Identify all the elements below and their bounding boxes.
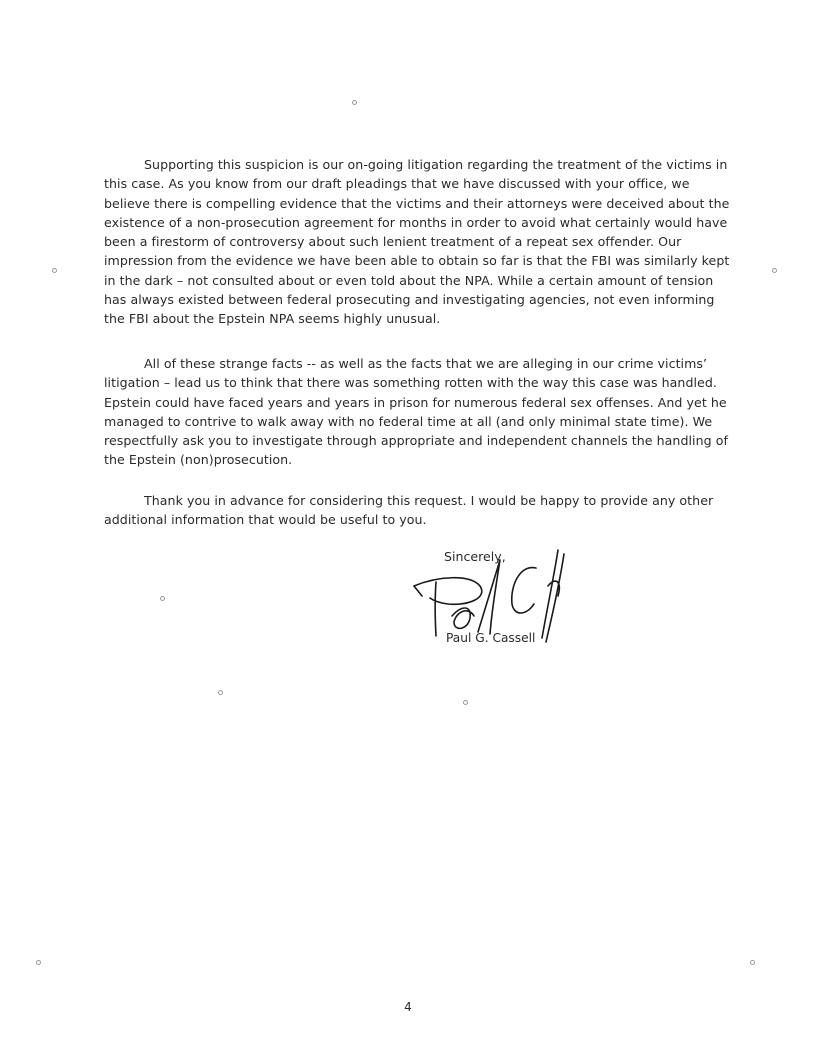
scan-speck xyxy=(52,268,57,273)
scan-speck xyxy=(160,596,165,601)
letter-paragraph-3: Thank you in advance for considering this request. I would be happy to provide any other additional information that would be useful to you. xyxy=(104,493,714,528)
scan-speck xyxy=(36,960,41,965)
page-number: 4 xyxy=(404,1000,412,1014)
scan-speck xyxy=(463,700,468,705)
letter-paragraph-1: Supporting this suspicion is our on-going litigation regarding the treatment of the victims in this case. As you know from our draft pleadings that we have discussed with your office, we believe there is compelling evidence that the victims and their attorneys were deceived about the existence of a non-prosecution agreement for months in order to avoid what certainly would have been a firestorm of controversy about such lenient treatment of a repeat sex offender. Our impression from the evidence we have been able to obtain so far is that the FBI was similarly kept in the dark – not consulted about or even told about the NPA. While a certain amount of tension has always existed between federal prosecuting and investigating agencies, not even informing the FBI about the Epstein NPA seems highly unusual. xyxy=(104,157,730,327)
letter-paragraph-2: All of these strange facts -- as well as the facts that we are alleging in our crime victims’ litigation – lead us to think that there was something rotten with the way this case was handled. Epstein could have faced years and years in prison for numerous federal sex offenses. And yet he managed to contrive to walk away with no federal time at all (and only minimal state time). We respectfully ask you to investigate through appropriate and independent channels the handling of the Epstein (non)prosecution. xyxy=(104,356,728,468)
scan-speck xyxy=(772,268,777,273)
scan-speck xyxy=(352,100,357,105)
closing-salutation: Sincerely, xyxy=(444,549,506,564)
scan-speck xyxy=(218,690,223,695)
scan-speck xyxy=(750,960,755,965)
signer-name: Paul G. Cassell xyxy=(446,631,536,645)
